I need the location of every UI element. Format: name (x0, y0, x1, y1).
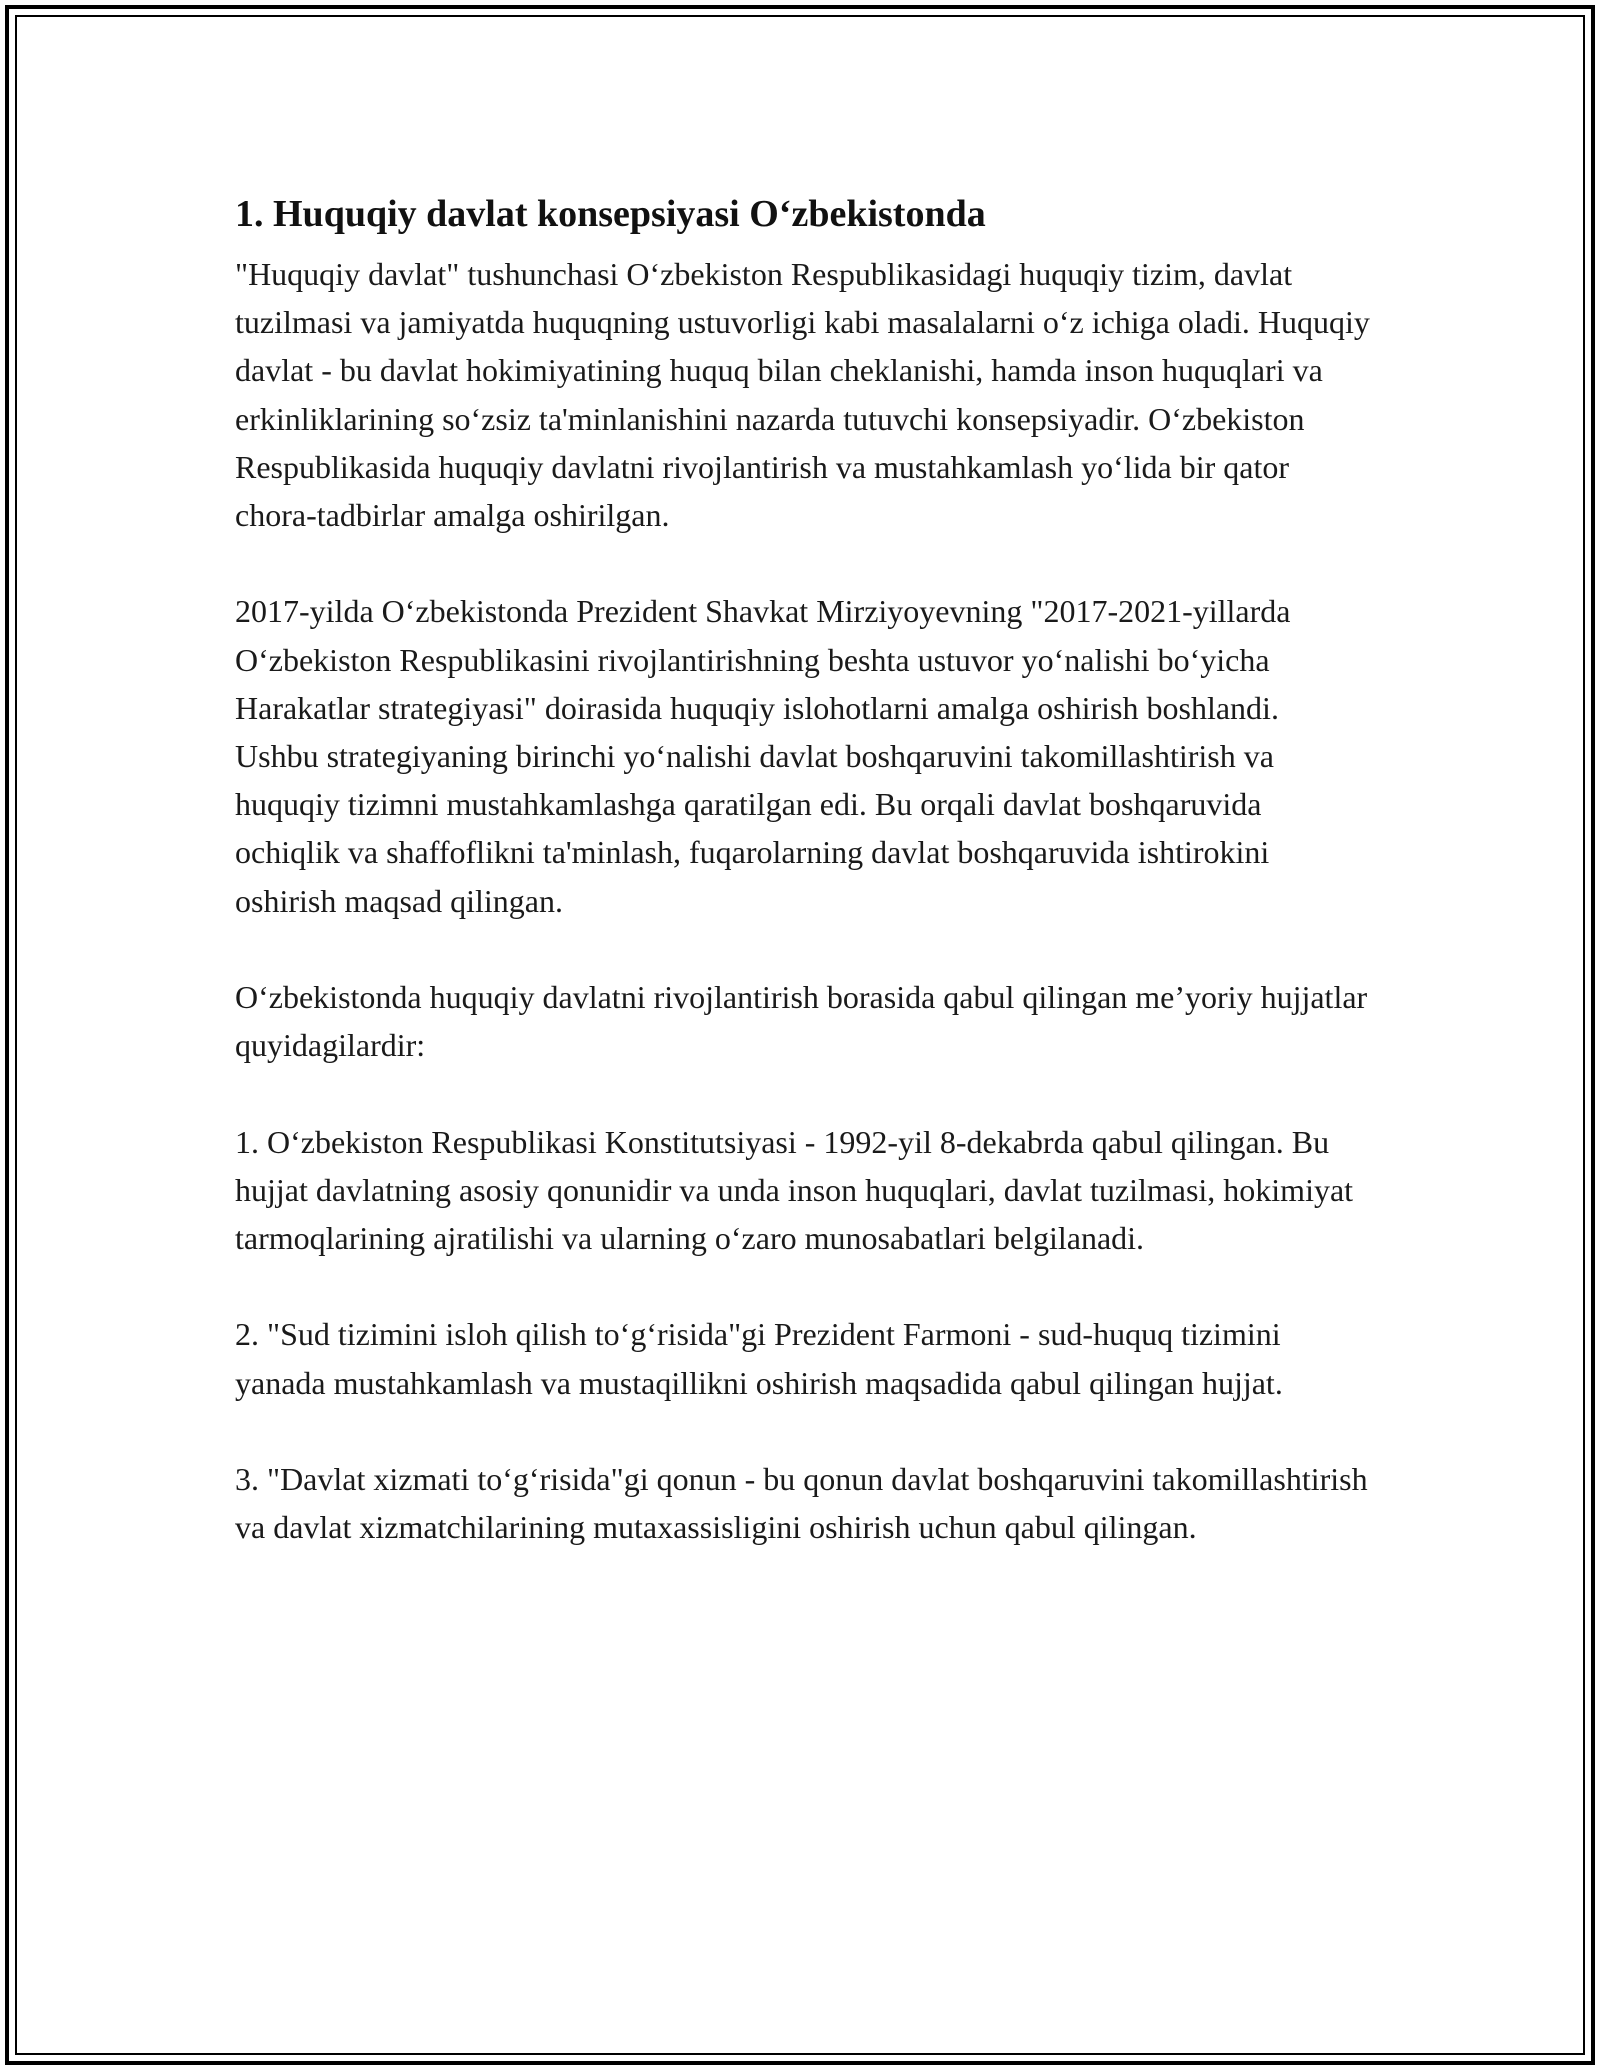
list-item-court-reform-decree: 2. "Sud tizimini isloh qilish to‘g‘risida"gi Prezident Farmoni - sud-huquq tizimini yanada mustahkamlash va mustaqillikni oshirish maqsadida qabul qilingan hujjat. (235, 1316, 1283, 1401)
paragraph-concept-definition: "Huquqiy davlat" tushunchasi O‘zbekiston Respublikasidagi huquqiy tizim, davlat tuzilmasi va jamiyatda huquqning ustuvorligi kabi masalalarni o‘z ichiga oladi. Huquqiy davlat - bu davlat hokimiyatining huquq bilan cheklanishi, hamda inson huquqlari va erkinliklarining so‘zsiz ta'minlanishini nazarda tutuvchi konsepsiyadir. O‘zbekiston Respublikasida huquqiy davlatni rivojlantirish va mustahkamlash yo‘lida bir qator chora-tadbirlar amalga oshirilgan. (235, 256, 1370, 534)
paragraph-normative-acts-intro: O‘zbekistonda huquqiy davlatni rivojlantirish borasida qabul qilingan me’yoriy hujjatlar quyidagilardir: (235, 979, 1368, 1064)
paragraph-strategy-2017: 2017-yilda O‘zbekistonda Prezident Shavkat Mirziyoyevning "2017-2021-yillarda O‘zbekiston Respublikasini rivojlantirishning beshta ustuvor yo‘nalishi bo‘yicha Harakatlar strategiyasi" doirasida huquqiy islohotlarni amalga oshirish boshlandi. Ushbu strategiyaning birinchi yo‘nalishi davlat boshqaruvini takomillashtirish va huquqiy tizimni mustahkamlashga qaratilgan edi. Bu orqali davlat boshqaruvida ochiqlik va shaffoflikni ta'minlash, fuqarolarning davlat boshqaruvida ishtirokini oshirish maqsad qilingan. (235, 593, 1291, 919)
document-body (235, 186, 1370, 1600)
list-item-civil-service-law: 3. "Davlat xizmati to‘g‘risida"gi qonun - bu qonun davlat boshqaruvini takomillashtirish va davlat xizmatchilarining mutaxassisligini oshirish uchun qabul qilingan. (235, 1461, 1368, 1546)
document-title: 1. Huquqiy davlat konsepsiyasi O‘zbekistonda (235, 193, 986, 235)
list-item-constitution: 1. O‘zbekiston Respublikasi Konstitutsiyasi - 1992-yil 8-dekabrda qabul qilingan. Bu hujjat davlatning asosiy qonunidir va unda inson huquqlari, davlat tuzilmasi, hokimiyat tarmoqlarining ajratilishi va ularning o‘zaro munosabatlari belgilanadi. (235, 1123, 1354, 1257)
